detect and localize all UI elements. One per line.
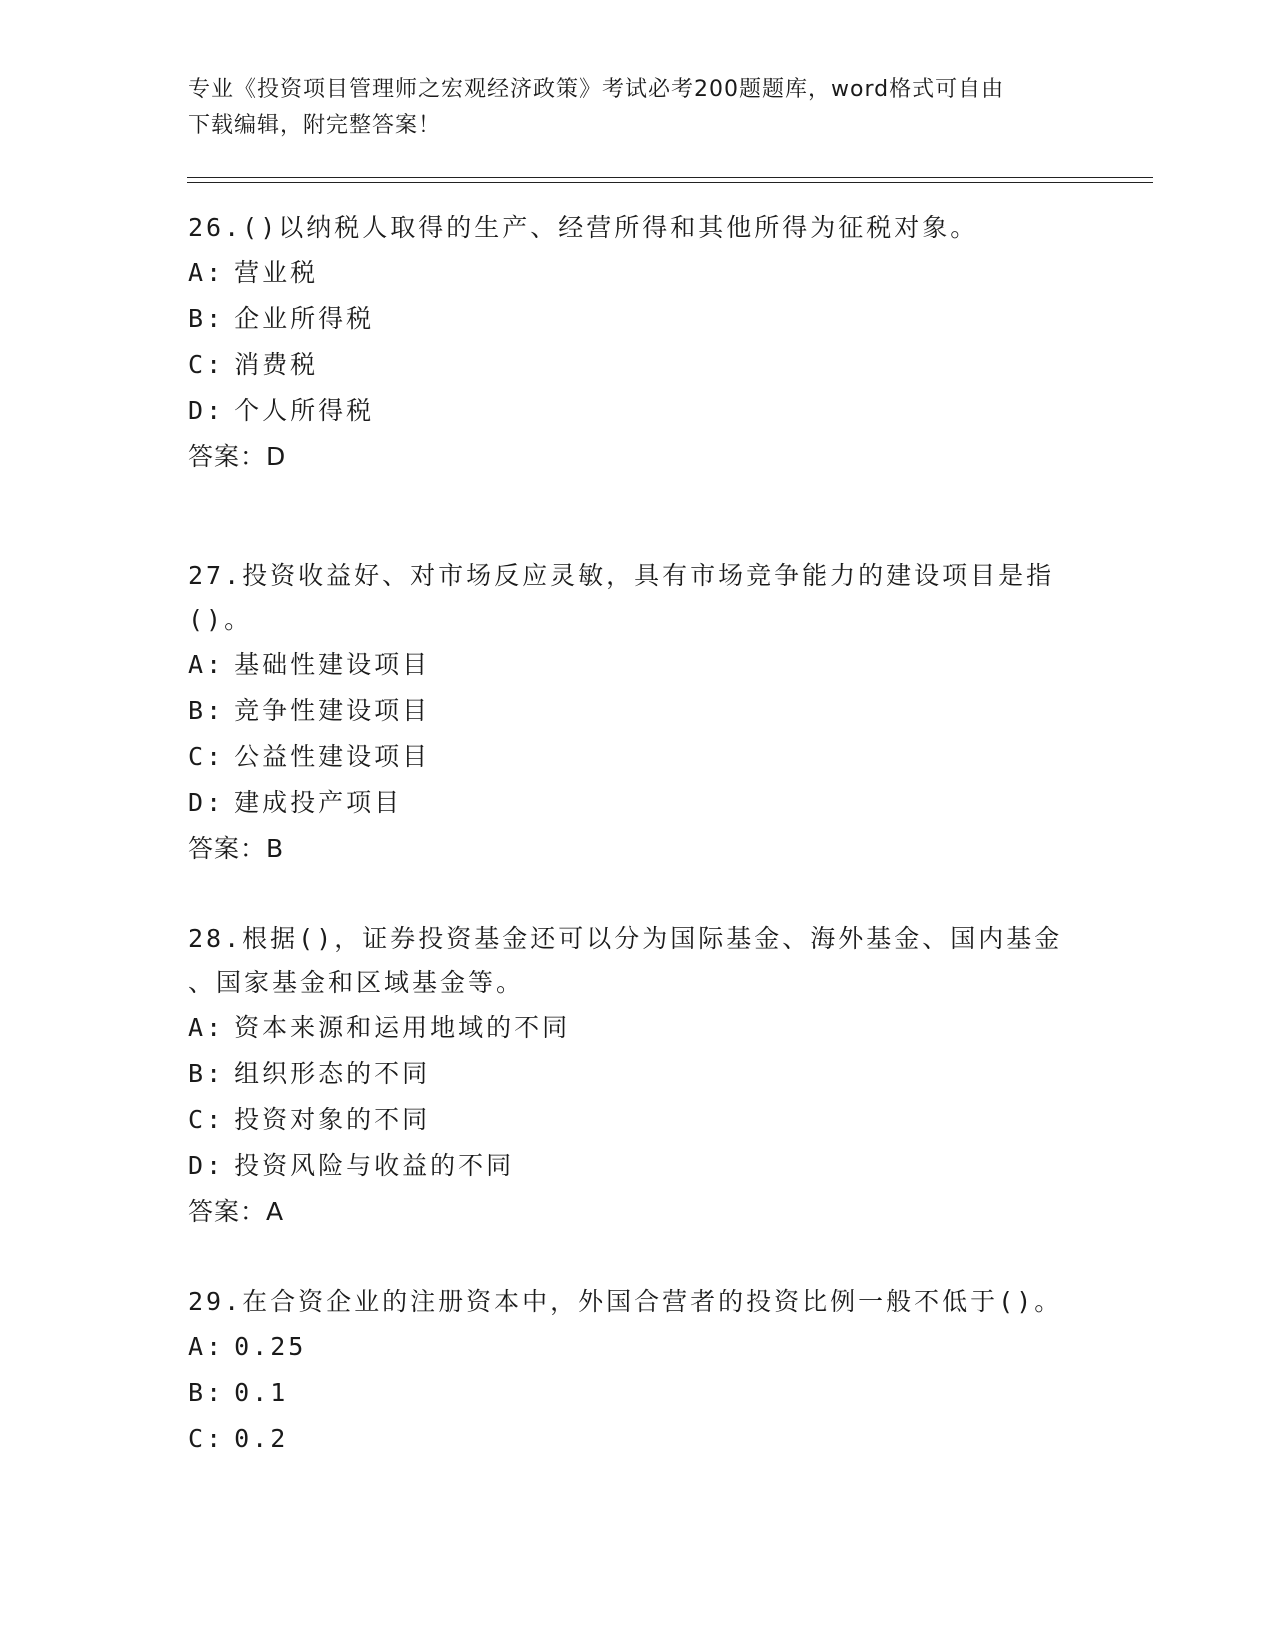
option-b: B: 0.1 (188, 1378, 289, 1407)
answer: 答案：D (188, 442, 287, 471)
option-b: B: 组织形态的不同 (188, 1059, 431, 1088)
question-27 (188, 554, 1088, 872)
question-stem: 29.在合资企业的注册资本中，外国合营者的投资比例一般不低于()。 (188, 1287, 1063, 1316)
option-b: B: 企业所得税 (188, 304, 375, 333)
question-28 (188, 917, 1088, 1235)
option-a: A: 0.25 (188, 1332, 307, 1361)
option-d: D: 个人所得税 (188, 396, 375, 425)
option-c: C: 投资对象的不同 (188, 1105, 431, 1134)
question-stem-line-1: 27.投资收益好、对市场反应灵敏，具有市场竞争能力的建设项目是指 (188, 561, 1055, 590)
question-26 (188, 206, 1088, 480)
question-stem-line-1: 28.根据()，证券投资基金还可以分为国际基金、海外基金、国内基金 (188, 924, 1063, 953)
answer: 答案：A (188, 1197, 285, 1226)
question-29 (188, 1280, 1088, 1462)
header-line-1: 专业《投资项目管理师之宏观经济政策》考试必考200题题库，word格式可自由 (188, 77, 1005, 102)
option-a: A: 营业税 (188, 258, 319, 287)
question-stem-line-2: 、国家基金和区域基金等。 (188, 968, 525, 997)
option-c: C: 消费税 (188, 350, 319, 379)
option-d: D: 建成投产项目 (188, 788, 403, 817)
option-a: A: 资本来源和运用地域的不同 (188, 1013, 571, 1042)
option-b: B: 竞争性建设项目 (188, 696, 431, 725)
document-header (188, 72, 1088, 144)
question-stem: 26.()以纳税人取得的生产、经营所得和其他所得为征税对象。 (188, 213, 979, 242)
header-divider-top (187, 177, 1153, 178)
option-d: D: 投资风险与收益的不同 (188, 1151, 515, 1180)
answer: 答案：B (188, 834, 285, 863)
header-line-2: 下载编辑，附完整答案！ (188, 113, 442, 138)
option-c: C: 公益性建设项目 (188, 742, 431, 771)
option-a: A: 基础性建设项目 (188, 650, 431, 679)
header-divider-bottom (187, 182, 1153, 183)
question-stem-line-2: ()。 (188, 605, 253, 634)
option-c: C: 0.2 (188, 1424, 289, 1453)
